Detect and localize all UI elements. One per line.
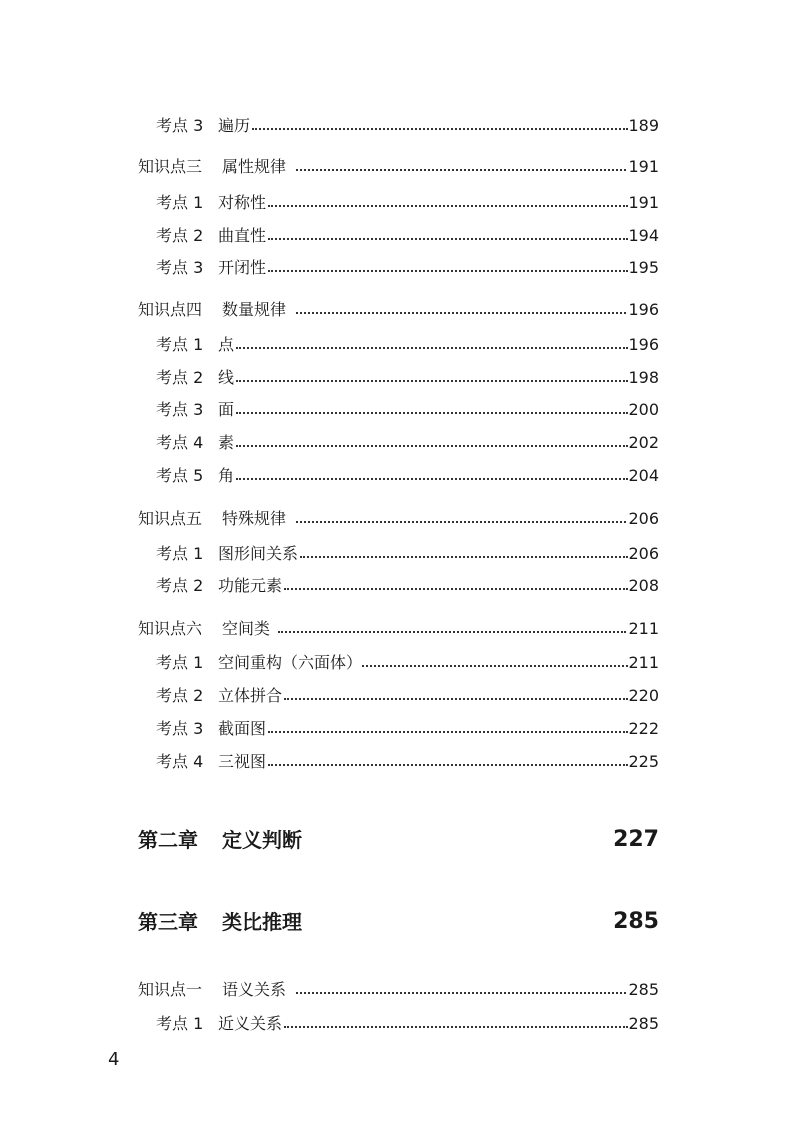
toc-entry-page: 211 <box>628 619 659 638</box>
toc-entry[interactable] <box>0 748 800 776</box>
toc-entry[interactable] <box>0 364 800 392</box>
toc-entry-title: 曲直性 <box>218 226 267 245</box>
toc-entry[interactable] <box>0 615 800 643</box>
dot-leader <box>296 976 626 1004</box>
toc-entry-page: 189 <box>628 116 659 135</box>
toc-entry-prefix: 考点 1 <box>156 335 204 354</box>
toc-entry-prefix: 考点 2 <box>156 576 204 595</box>
toc-entry[interactable] <box>0 505 800 533</box>
toc-entry-prefix: 考点 3 <box>156 719 204 738</box>
toc-entry[interactable] <box>0 153 800 181</box>
toc-entry-prefix: 考点 1 <box>156 544 204 563</box>
toc-entry-title: 遍历 <box>218 116 251 135</box>
toc-entry-page: 196 <box>628 300 659 319</box>
toc-entry[interactable] <box>0 222 800 250</box>
dot-leader <box>268 748 628 776</box>
dot-leader <box>252 112 628 140</box>
toc-entry[interactable] <box>0 976 800 1004</box>
toc-entry-title: 立体拼合 <box>218 686 283 705</box>
toc-entry-page: 194 <box>628 226 659 245</box>
toc-entry-page: 225 <box>628 752 659 771</box>
toc-entry-title: 图形间关系 <box>218 544 299 563</box>
toc-entry[interactable] <box>0 254 800 282</box>
toc-entry-prefix: 考点 2 <box>156 686 204 705</box>
page-number: 4 <box>108 1049 120 1070</box>
toc-entry-prefix: 考点 4 <box>156 433 204 452</box>
toc-entry-title: 对称性 <box>218 193 267 212</box>
dot-leader <box>236 462 628 490</box>
dot-leader <box>296 153 626 181</box>
toc-entry-title: 线 <box>218 368 235 387</box>
toc-entry-title: 特殊规律 <box>222 509 287 528</box>
toc-entry-title: 点 <box>218 335 235 354</box>
toc-entry-title: 属性规律 <box>222 157 287 176</box>
toc-entry-prefix: 知识点四 <box>138 300 203 319</box>
toc-entry-prefix: 知识点六 <box>138 619 203 638</box>
toc-entry-prefix: 考点 3 <box>156 400 204 419</box>
dot-leader <box>236 396 628 424</box>
toc-entry-prefix: 考点 1 <box>156 653 204 672</box>
chapter-title: 类比推理 <box>222 910 302 934</box>
toc-entry-title: 近义关系 <box>218 1014 283 1033</box>
toc-entry-prefix: 考点 5 <box>156 466 204 485</box>
toc-entry-page: 222 <box>628 719 659 738</box>
dot-leader <box>278 615 626 643</box>
toc-entry[interactable] <box>0 462 800 490</box>
toc-entry-page: 208 <box>628 576 659 595</box>
toc-entry-prefix: 考点 1 <box>156 193 204 212</box>
dot-leader <box>284 572 628 600</box>
toc-entry-page: 206 <box>628 544 659 563</box>
toc-entry-page: 198 <box>628 368 659 387</box>
toc-entry-prefix: 考点 2 <box>156 226 204 245</box>
toc-entry-prefix: 考点 2 <box>156 368 204 387</box>
toc-entry-title: 面 <box>218 400 235 419</box>
toc-entry-prefix: 知识点一 <box>138 980 203 999</box>
toc-entry[interactable] <box>0 1010 800 1038</box>
dot-leader <box>268 189 628 217</box>
dot-leader <box>300 540 628 568</box>
toc-entry-prefix: 考点 1 <box>156 1014 204 1033</box>
toc-entry[interactable] <box>0 649 800 677</box>
toc-entry-title: 角 <box>218 466 235 485</box>
toc-entry-page: 220 <box>628 686 659 705</box>
toc-entry[interactable] <box>0 112 800 140</box>
toc-entry-title: 功能元素 <box>218 576 283 595</box>
dot-leader <box>268 254 628 282</box>
toc-entry-page: 211 <box>628 653 659 672</box>
toc-entry-prefix: 考点 3 <box>156 258 204 277</box>
dot-leader <box>296 296 626 324</box>
dot-leader <box>268 222 628 250</box>
chapter-prefix: 第三章 <box>138 910 198 934</box>
toc-entry[interactable] <box>0 429 800 457</box>
toc-entry-page: 285 <box>628 1014 659 1033</box>
toc-entry[interactable] <box>0 540 800 568</box>
dot-leader <box>236 331 628 359</box>
toc-entry-title: 截面图 <box>218 719 267 738</box>
toc-entry-page: 191 <box>628 157 659 176</box>
dot-leader <box>296 505 626 533</box>
toc-entry-prefix: 考点 4 <box>156 752 204 771</box>
toc-entry-page: 285 <box>628 980 659 999</box>
toc-entry[interactable] <box>0 682 800 710</box>
chapter-title: 定义判断 <box>222 828 302 852</box>
toc-entry[interactable] <box>0 331 800 359</box>
toc-entry[interactable] <box>0 189 800 217</box>
chapter-page: 227 <box>613 827 659 852</box>
chapter-heading[interactable] <box>0 820 800 860</box>
chapter-heading[interactable] <box>0 902 800 942</box>
toc-entry-title: 数量规律 <box>222 300 287 319</box>
toc-entry-page: 195 <box>628 258 659 277</box>
toc-entry-page: 191 <box>628 193 659 212</box>
toc-entry-page: 202 <box>628 433 659 452</box>
toc-entry[interactable] <box>0 572 800 600</box>
dot-leader <box>362 649 628 677</box>
toc-entry[interactable] <box>0 296 800 324</box>
dot-leader <box>268 715 628 743</box>
toc-entry-page: 204 <box>628 466 659 485</box>
chapter-prefix: 第二章 <box>138 828 198 852</box>
toc-entry-title: 素 <box>218 433 235 452</box>
toc-entry-prefix: 知识点五 <box>138 509 203 528</box>
dot-leader <box>284 1010 628 1038</box>
toc-entry-prefix: 考点 3 <box>156 116 204 135</box>
toc-entry-title: 空间类 <box>222 619 271 638</box>
toc-entry-prefix: 知识点三 <box>138 157 203 176</box>
toc-entry-title: 语义关系 <box>222 980 287 999</box>
toc-entry-title: 空间重构（六面体） <box>218 653 363 672</box>
toc-entry-title: 三视图 <box>218 752 267 771</box>
dot-leader <box>284 682 628 710</box>
toc-entry-page: 206 <box>628 509 659 528</box>
dot-leader <box>236 364 628 392</box>
toc-entry[interactable] <box>0 715 800 743</box>
toc-entry-title: 开闭性 <box>218 258 267 277</box>
dot-leader <box>236 429 628 457</box>
toc-entry-page: 196 <box>628 335 659 354</box>
toc-entry-page: 200 <box>628 400 659 419</box>
toc-entry[interactable] <box>0 396 800 424</box>
chapter-page: 285 <box>613 909 659 934</box>
